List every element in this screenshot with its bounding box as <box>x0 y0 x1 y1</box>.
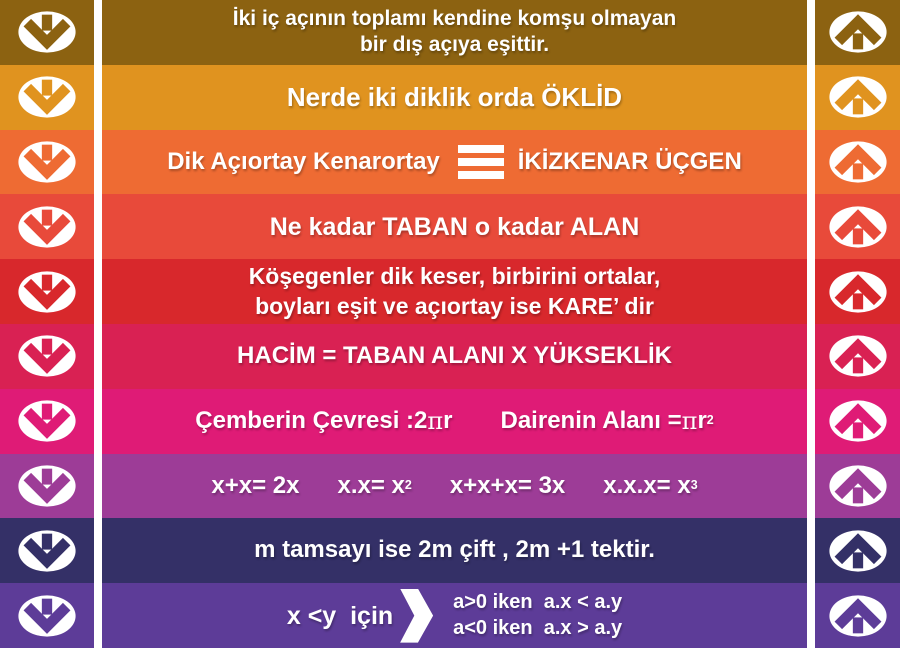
up-arrow-icon <box>828 270 888 314</box>
text-segment: π <box>681 406 698 435</box>
band-row-volume-rule <box>0 324 900 389</box>
band-text-line <box>287 589 622 643</box>
band-content <box>102 454 807 519</box>
spacer <box>453 421 501 422</box>
band-text-line <box>233 6 676 33</box>
band-content <box>102 518 807 583</box>
right-vertical-divider <box>807 389 815 454</box>
band-row-inequality-rule <box>0 583 900 648</box>
left-arrow-cell <box>0 194 94 259</box>
left-vertical-divider <box>94 130 102 195</box>
right-arrow-cell <box>815 324 900 389</box>
down-arrow-icon <box>17 464 77 508</box>
right-vertical-divider <box>807 454 815 519</box>
text-segment: 2 <box>404 477 412 492</box>
left-arrow-cell <box>0 65 94 130</box>
left-vertical-divider <box>94 518 102 583</box>
text-segment: x.x= x <box>337 471 405 499</box>
text-segment: a>0 iken a.x < a.y <box>453 590 623 613</box>
band-content <box>102 194 807 259</box>
band-content <box>102 65 807 130</box>
left-arrow-cell <box>0 583 94 648</box>
left-vertical-divider <box>94 194 102 259</box>
down-arrow-icon <box>17 334 77 378</box>
left-vertical-divider <box>94 454 102 519</box>
text-segment: Dik Açıortay Kenarortay <box>167 147 440 175</box>
left-vertical-divider <box>94 324 102 389</box>
text-segment: Dairenin Alanı = <box>500 406 682 434</box>
right-vertical-divider <box>807 518 815 583</box>
spacer <box>433 615 453 616</box>
left-arrow-cell <box>0 0 94 65</box>
band-text-line <box>360 32 549 59</box>
text-segment: 3 <box>690 477 698 492</box>
band-text-line <box>249 262 661 291</box>
right-vertical-divider <box>807 65 815 130</box>
band-row-isosceles-triangle-rule <box>0 130 900 195</box>
right-vertical-divider <box>807 0 815 65</box>
down-arrow-icon <box>17 10 77 54</box>
text-segment: İKİZKENAR ÜÇGEN <box>517 147 742 175</box>
up-arrow-icon <box>828 140 888 184</box>
right-vertical-divider <box>807 583 815 648</box>
text-segment: Çemberin Çevresi :2 <box>195 406 428 434</box>
text-segment: r <box>697 406 707 434</box>
right-vertical-divider <box>807 130 815 195</box>
up-arrow-icon <box>828 594 888 638</box>
band-text-line <box>195 406 713 437</box>
right-vertical-divider <box>807 194 815 259</box>
band-text-line <box>287 81 622 114</box>
up-arrow-icon <box>828 529 888 573</box>
up-arrow-icon <box>828 75 888 119</box>
up-arrow-icon <box>828 205 888 249</box>
text-segment: 2 <box>706 413 714 428</box>
band-text-line <box>211 471 697 502</box>
spacer <box>299 485 337 486</box>
band-content <box>102 583 807 648</box>
up-arrow-icon <box>828 399 888 443</box>
band-row-circle-rule <box>0 389 900 454</box>
text-segment: a<0 iken a.x > a.y <box>453 616 623 639</box>
text-segment: x+x= 2x <box>211 471 300 499</box>
left-vertical-divider <box>94 583 102 648</box>
band-text-line <box>270 211 640 243</box>
down-arrow-icon <box>17 594 77 638</box>
band-row-square-rule <box>0 259 900 324</box>
band-text-line <box>254 535 655 566</box>
down-arrow-icon <box>17 529 77 573</box>
stack-line <box>453 616 622 642</box>
left-vertical-divider <box>94 259 102 324</box>
spacer <box>412 485 450 486</box>
down-arrow-icon <box>17 75 77 119</box>
left-arrow-cell <box>0 259 94 324</box>
band-text-line <box>255 292 654 321</box>
spacer <box>504 161 518 162</box>
right-arrow-cell <box>815 259 900 324</box>
text-segment: Nerde iki diklik orda ÖKLİD <box>286 81 623 112</box>
left-arrow-cell <box>0 518 94 583</box>
right-arrow-cell <box>815 194 900 259</box>
left-vertical-divider <box>94 0 102 65</box>
spacer <box>565 485 603 486</box>
text-segment: Ne kadar TABAN o kadar ALAN <box>269 212 640 241</box>
right-vertical-divider <box>807 259 815 324</box>
left-arrow-cell <box>0 454 94 519</box>
text-segment: x <y için <box>286 601 401 630</box>
right-arrow-cell <box>815 389 900 454</box>
band-content <box>102 130 807 195</box>
left-arrow-cell <box>0 389 94 454</box>
band-text-line <box>237 341 672 372</box>
band-content <box>102 324 807 389</box>
text-segment: İki iç açının toplamı kendine komşu olmayan <box>232 6 677 30</box>
chevron-right-icon <box>400 589 433 643</box>
right-arrow-cell <box>815 0 900 65</box>
left-arrow-cell <box>0 324 94 389</box>
band-row-algebra-rule <box>0 454 900 519</box>
text-segment: r <box>443 406 453 434</box>
right-arrow-cell <box>815 130 900 195</box>
down-arrow-icon <box>17 205 77 249</box>
text-segment: Köşegenler dik keser, birbirini ortalar, <box>248 263 661 290</box>
band-row-exterior-angle-rule <box>0 0 900 65</box>
right-arrow-cell <box>815 583 900 648</box>
band-text-line <box>167 145 742 179</box>
band-content <box>102 259 807 324</box>
stack-line <box>453 590 622 616</box>
band-content <box>102 0 807 65</box>
right-arrow-cell <box>815 65 900 130</box>
up-arrow-icon <box>828 334 888 378</box>
up-arrow-icon <box>828 10 888 54</box>
text-segment: HACİM = TABAN ALANI X YÜKSEKLİK <box>237 342 672 370</box>
text-segment: x.x.x= x <box>603 471 691 499</box>
left-vertical-divider <box>94 65 102 130</box>
right-arrow-cell <box>815 518 900 583</box>
triple-bar-icon <box>458 145 504 179</box>
down-arrow-icon <box>17 270 77 314</box>
band-row-base-area-rule <box>0 194 900 259</box>
text-segment: bir dış açıya eşittir. <box>359 33 550 57</box>
text-segment: boyları eşit ve açıortay ise KARE’ dir <box>255 292 654 319</box>
right-arrow-cell <box>815 454 900 519</box>
left-vertical-divider <box>94 389 102 454</box>
stacked-lines <box>453 590 622 641</box>
text-segment: x+x+x= 3x <box>449 471 566 499</box>
band-content <box>102 389 807 454</box>
band-row-euclid-rule <box>0 65 900 130</box>
band-row-parity-rule <box>0 518 900 583</box>
left-arrow-cell <box>0 130 94 195</box>
right-vertical-divider <box>807 324 815 389</box>
down-arrow-icon <box>17 399 77 443</box>
text-segment: m tamsayı ise 2m çift , 2m +1 tektir. <box>254 536 655 564</box>
text-segment: π <box>427 406 444 435</box>
spacer <box>440 161 458 162</box>
down-arrow-icon <box>17 140 77 184</box>
up-arrow-icon <box>828 464 888 508</box>
